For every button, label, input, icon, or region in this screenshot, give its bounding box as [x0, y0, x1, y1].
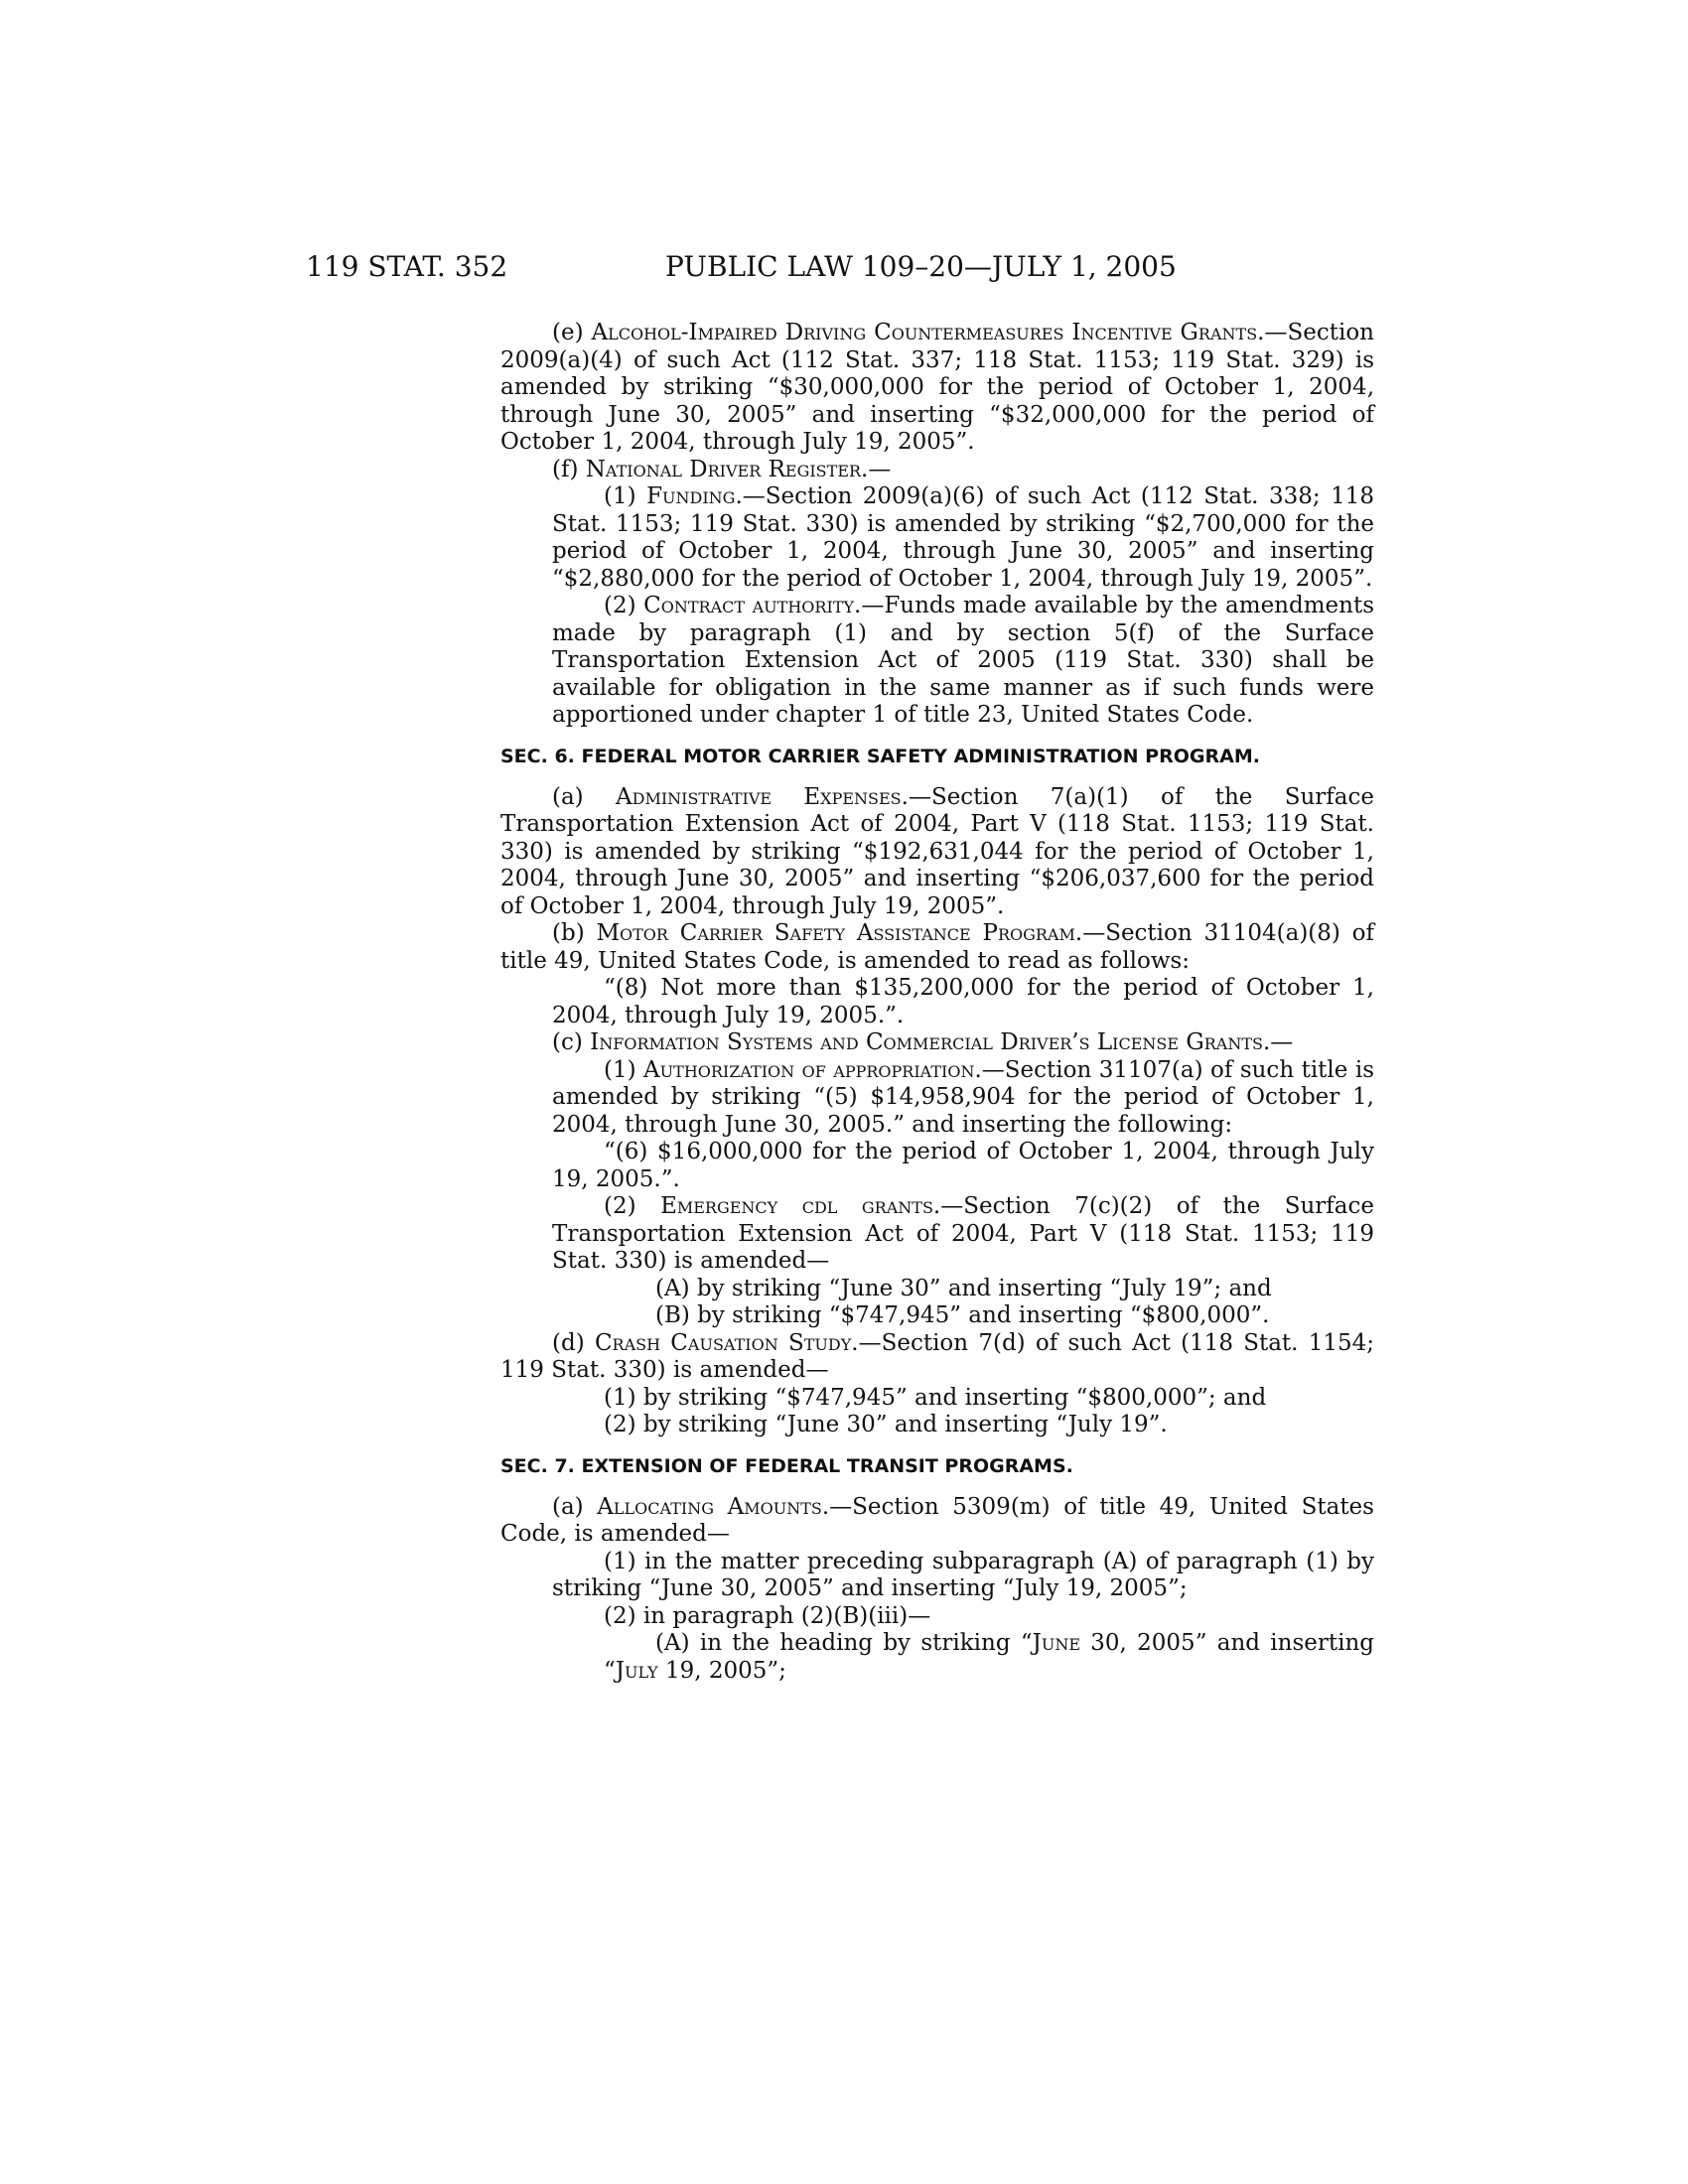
- s7a2A-old-date: June 30, 2005: [1032, 1630, 1196, 1656]
- section-6-heading: SEC. 6. FEDERAL MOTOR CARRIER SAFETY ADMINISTRATION PROGRAM.: [500, 745, 1260, 767]
- s6c2-heading: Emergency cdl grants.: [660, 1193, 941, 1219]
- f1-heading: Funding.: [646, 483, 743, 509]
- f2-text: —Funds made available by the amendments made by paragraph (1) and by section 5(f) of the Surface Transportation Extension Act of 2005 (119 Stat. 330) shall be available for obligation in the same manner as if such funds were apportioned under chapter 1 of title 23, United States Code.: [552, 593, 1375, 728]
- s7a2A-mid: ” and inserting “: [604, 1630, 1375, 1684]
- subsection-e-heading: Alcohol-Impaired Driving Countermeasures Incentive Grants.: [591, 320, 1265, 345]
- f2-label: (2): [604, 593, 644, 618]
- s6c-heading: Information Systems and Commercial Driver’s License Grants.: [590, 1029, 1271, 1055]
- s7a-heading: Allocating Amounts.: [597, 1493, 830, 1520]
- section-7-a-paragraph-2: (2) in paragraph (2)(B)(iii)—: [604, 1602, 931, 1629]
- s7a-text: —Section 5309(m) of title 49, United States Code, is amended—: [500, 1493, 1374, 1547]
- section-6-subsection-c: [500, 1029, 1374, 1057]
- section-6-c-paragraph-2: [500, 1193, 1374, 1276]
- section-7-a-2-subparagraph-a: [500, 1630, 1374, 1685]
- subsection-f: [500, 457, 1374, 484]
- f1-text: —Section 2009(a)(6) of such Act (112 Stat. 338; 118 Stat. 1153; 119 Stat. 330) is amended by striking “$2,700,000 for the period of October 1, 2004, through June 30, 2005” and inserting “$2,880,000 for the period of October 1, 2004, through July 19, 2005”.: [552, 483, 1375, 592]
- s6d-label: (d): [552, 1329, 595, 1356]
- stat-page-reference: 119 STAT. 352: [306, 250, 508, 283]
- subsection-e-text: —Section 2009(a)(4) of such Act (112 Stat. 337; 118 Stat. 1153; 119 Stat. 329) is amended by striking “$30,000,000 for the period of October 1, 2004, through June 30, 2005” and inserting “$32,000,000 for the period of October 1, 2004, through July 19, 2005”.: [500, 320, 1374, 455]
- section-7-heading: SEC. 7. EXTENSION OF FEDERAL TRANSIT PROGRAMS.: [500, 1454, 1073, 1477]
- s6d-text: —Section 7(d) of such Act (118 Stat. 1154; 119 Stat. 330) is amended—: [500, 1329, 1375, 1383]
- f2-heading: Contract authority.: [643, 593, 862, 618]
- s6c2-label: (2): [604, 1193, 661, 1219]
- running-title: PUBLIC LAW 109–20—JULY 1, 2005: [665, 250, 1177, 283]
- s7a2A-new-date: July 19, 2005: [615, 1657, 768, 1684]
- section-6-c-2-subparagraph-b: (B) by striking “$747,945” and inserting “$800,000”.: [655, 1302, 1270, 1328]
- section-6-c-2-subparagraph-a: (A) by striking “June 30” and inserting “July 19”; and: [655, 1275, 1272, 1301]
- section-7-a-paragraph-1: (1) in the matter preceding subparagraph (A) of paragraph (1) by striking “June 30, 2005” and inserting “July 19, 2005”;: [552, 1548, 1374, 1601]
- document-body: [500, 320, 1374, 1685]
- s7a2A-pre: (A) in the heading by striking “: [655, 1630, 1033, 1656]
- section-6-subsection-b-quote: “(8) Not more than $135,200,000 for the period of October 1, 2004, through July 19, 2005.”.: [552, 975, 1374, 1028]
- subsection-f-paragraph-2: [500, 593, 1374, 730]
- subsection-e-label: (e): [552, 320, 592, 345]
- page-header: [0, 250, 1688, 290]
- s7a-label: (a): [552, 1493, 598, 1520]
- s6a-heading: Administrative Expenses.: [616, 783, 909, 810]
- s7a2A-post: ”;: [767, 1657, 786, 1684]
- section-6-c-paragraph-1-quote: “(6) $16,000,000 for the period of October 1, 2004, through July 19, 2005.”.: [552, 1139, 1374, 1192]
- subsection-f-text: —: [868, 456, 892, 482]
- subsection-f-label: (f): [552, 456, 586, 482]
- subsection-e: [500, 320, 1374, 457]
- subsection-f-heading: National Driver Register.: [585, 456, 869, 482]
- section-6-d-paragraph-1: (1) by striking “$747,945” and inserting “$800,000”; and: [604, 1384, 1267, 1411]
- section-7-subsection-a: [500, 1494, 1374, 1549]
- section-6-c-paragraph-1: [500, 1057, 1374, 1140]
- s6b-label: (b): [552, 920, 597, 946]
- s6d-heading: Crash Causation Study.: [594, 1329, 859, 1356]
- section-6-subsection-d: [500, 1330, 1374, 1385]
- s6b-text: —Section 31104(a)(8) of title 49, United States Code, is amended to read as follows:: [500, 920, 1375, 974]
- s6c1-label: (1): [604, 1056, 644, 1083]
- section-6-subsection-b: [500, 920, 1374, 975]
- section-6-subsection-a: [500, 784, 1374, 921]
- s6c2-text: —Section 7(c)(2) of the Surface Transportation Extension Act of 2004, Part V (118 Stat. 1153; 119 Stat. 330) is amended—: [552, 1193, 1374, 1274]
- subsection-f-paragraph-1: [500, 483, 1374, 593]
- s6c1-heading: Authorization of appropriation.: [643, 1056, 982, 1083]
- s6a-label: (a): [552, 783, 616, 810]
- f1-label: (1): [604, 483, 647, 509]
- s6a-text: —Section 7(a)(1) of the Surface Transportation Extension Act of 2004, Part V (118 Stat. 1153; 119 Stat. 330) is amended by striking “$192,631,044 for the period of October 1, 2004, through June 30, 2005” and inserting “$206,037,600 for the period of October 1, 2004, through July 19, 2005”.: [500, 783, 1374, 919]
- s6c1-text: —Section 31107(a) of such title is amended by striking “(5) $14,958,904 for the period of October 1, 2004, through June 30, 2005.” and inserting the following:: [552, 1056, 1375, 1138]
- section-6-d-paragraph-2: (2) by striking “June 30” and inserting “July 19”.: [604, 1412, 1168, 1437]
- s6c-label: (c): [552, 1029, 591, 1055]
- s6c-text: —: [1270, 1029, 1294, 1055]
- s6b-heading: Motor Carrier Safety Assistance Program.: [596, 920, 1083, 946]
